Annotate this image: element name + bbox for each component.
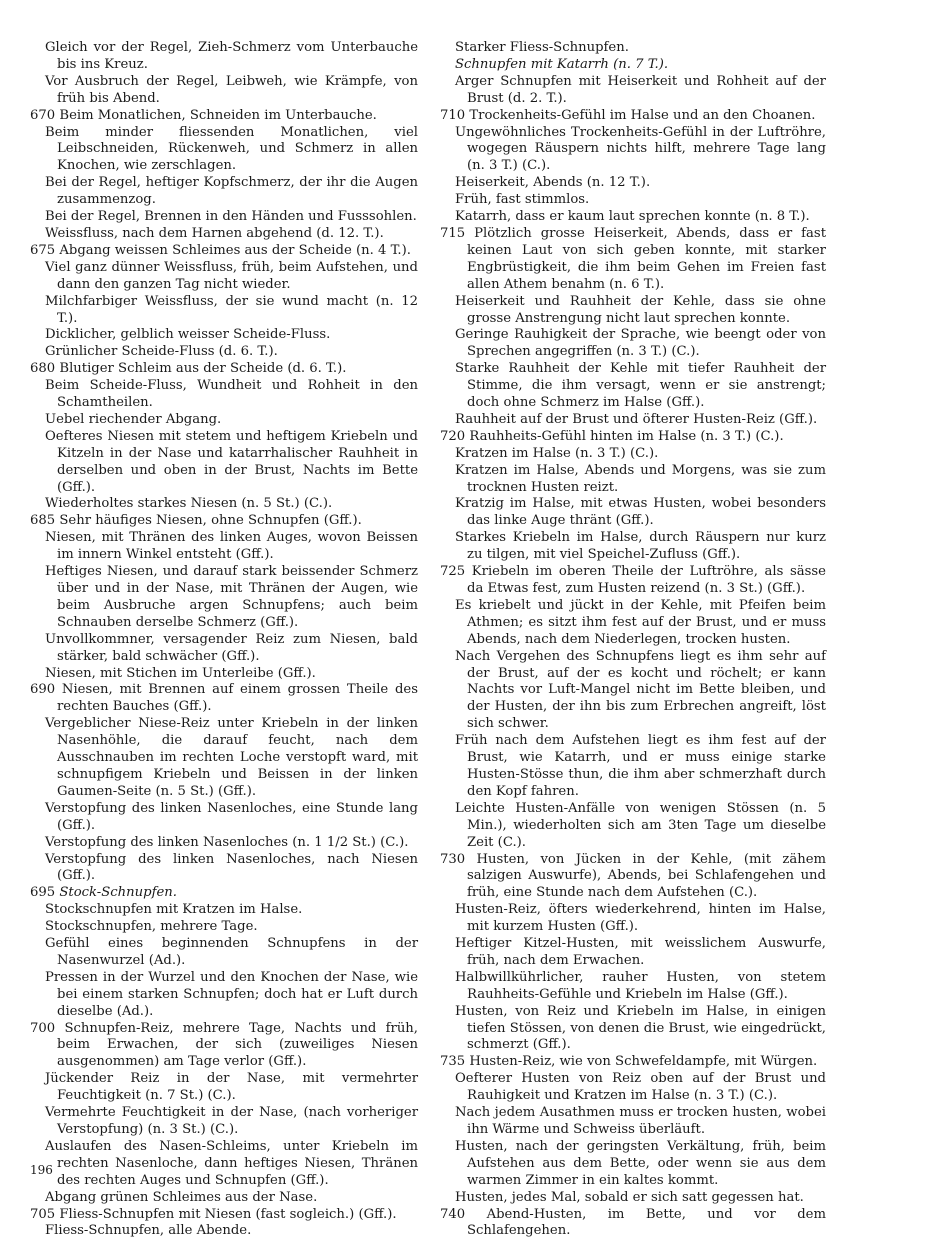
symptom-entry [30,294,418,328]
entry-number: 700 [30,1020,56,1036]
entry-text: Beim Scheide-Fluss, Wundheit und Rohheit in den Schamtheilen. [45,378,418,411]
symptom-entry [30,40,418,74]
entry-text: Gefühl eines beginnenden Schnupfens in der Nasenwurzel (Ad.). [45,936,418,968]
entry-text: Heftiges Niesen, und darauf stark beissender Schmerz über und in der Nase, mit Thränen der Augen, wie beim Ausbruche argen Schnupfens; auch beim Schnauben derselbe Schmerz (Gff.). [45,564,418,630]
entry-number: 670 [30,107,56,123]
symptom-entry [30,852,418,886]
symptom-entry [30,1139,418,1190]
symptom-entry [440,226,826,294]
symptom-entry [440,1207,826,1240]
symptom-entry [440,902,826,936]
entry-text: Fliess-Schnupfen mit Niesen (fast sogleich.) (Gff.). [59,1206,397,1222]
entry-text: Geringe Rauhigkeit der Sprache, wie beengt oder von Sprechen angegriffen (n. 3 T.) (C.). [455,327,826,360]
entry-number: 695 [30,885,56,901]
entry-text: Verstopfung des linken Nasenloches, nach Niesen (Gff.). [45,851,418,884]
symptom-entry [440,564,826,598]
entry-text: Blutiger Schleim aus der Scheide (d. 6. T.). [59,361,347,377]
symptom-entry [30,226,418,243]
entry-text: Rauhheits-Gefühl hinten im Halse (n. 3 T.) (C.). [469,428,784,444]
symptom-entry [30,1105,418,1139]
entry-text: Fliess-Schnupfen, alle Abende. [45,1223,252,1239]
symptom-entry [30,632,418,666]
entry-text: Stock-Schnupfen. [59,885,177,901]
symptom-entry [440,852,826,903]
entry-text: Nach Vergehen des Schnupfens liegt es ihm sehr auf der Brust, auf der es kocht und röchelt; er kann Nachts vor Luft-Mangel nicht im Bette bleiben, und der Husten, der ihn bis zum Erbrechen angreift, löst sich schwer. [455,648,826,732]
symptom-entry [440,801,826,852]
entry-text: Heiserkeit, Abends (n. 12 T.). [455,175,651,191]
symptom-entry [440,446,826,463]
symptom-entry [440,40,826,57]
entry-number: 740 [440,1206,466,1222]
symptom-entry [440,1004,826,1055]
entry-text: Husten-Reiz, öfters wiederkehrend, hinten im Halse, mit kurzem Husten (Gff.). [455,902,826,935]
symptom-entry [30,936,418,970]
symptom-entry [30,885,418,902]
entry-text: Bei der Regel, Brennen in den Händen und Fusssohlen. [45,209,417,225]
symptom-entry [440,361,826,412]
symptom-entry [30,327,418,344]
entry-text: Rauhheit auf der Brust und öfterer Husten-Reiz (Gff.). [455,411,818,427]
symptom-entry [30,209,418,226]
symptom-entry [440,530,826,564]
symptom-entry [30,125,418,176]
entry-number: 720 [440,428,466,444]
symptom-entry [30,902,418,919]
entry-number: 715 [440,225,466,241]
symptom-entry [440,970,826,1004]
entry-text: Leichte Husten-Anfälle von wenigen Stössen (n. 5 Min.), wiederholten sich am 3ten Tage um dieselbe Zeit (C.). [455,800,826,850]
entry-text: Stockschnupfen, mehrere Tage. [45,919,258,935]
symptom-entry [30,716,418,801]
symptom-entry [30,801,418,835]
entry-text: Es kriebelt und jückt in der Kehle, mit Pfeifen beim Athmen; es sitzt ihm fest auf der Brust, und er muss Abends, nach dem Niederlegen, trocken husten. [455,597,826,647]
symptom-entry [30,919,418,936]
symptom-entry [440,429,826,446]
entry-text: Abgang grünen Schleimes aus der Nase. [45,1189,318,1205]
entry-text: Abend-Husten, im Bette, und vor dem Schlafengehen. [467,1206,826,1239]
entry-text: Beim Monatlichen, Schneiden im Unterbauche. [59,107,377,123]
entry-text: Viel ganz dünner Weissfluss, früh, beim Aufstehen, und dann den ganzen Tag nicht wieder. [45,259,418,292]
entry-text: Niesen, mit Thränen des linken Auges, wovon Beissen im innern Winkel entsteht (Gff.). [45,530,418,563]
entry-number: 685 [30,513,56,529]
entry-text: Ungewöhnliches Trockenheits-Gefühl in der Luftröhre, wogegen Räuspern nichts hilft, mehrere Tage lang (n. 3 T.) (C.). [455,124,826,174]
entry-text: Oefterer Husten von Reiz oben auf der Brust und Rauhigkeit und Kratzen im Halse (n. 3 T.) (C.). [455,1071,826,1104]
entry-text: Nach jedem Ausathmen muss er trocken husten, wobei ihn Wärme und Schweiss überläuft. [455,1105,826,1137]
symptom-entry [30,530,418,564]
entry-text: Früh, fast stimmlos. [455,192,590,208]
symptom-entry [440,463,826,497]
symptom-entry [30,378,418,412]
symptom-entry [440,125,826,176]
entry-text: Husten, jedes Mal, sobald er sich satt gegessen hat. [455,1189,804,1205]
entry-text: Kriebeln im oberen Theile der Luftröhre, als sässe da Etwas fest, zum Husten reizend (n. 3 St.) (Gff.). [467,564,826,596]
entry-text: Niesen, mit Brennen auf einem grossen Theile des rechten Bauches (Gff.). [57,682,418,715]
entry-text: Vermehrte Feuchtigkeit in der Nase, (nach vorheriger Verstopfung) (n. 3 St.) (C.). [45,1105,418,1137]
entry-number: 690 [30,682,56,698]
symptom-entry [440,936,826,970]
entry-number: 730 [440,851,466,867]
entry-text: Husten, von Jücken in der Kehle, (mit zähem salzigen Auswurfe), Abends, bei Schlafengehen und früh, eine Stunde nach dem Aufstehen (C.). [467,851,827,901]
entry-text: Trockenheits-Gefühl im Halse und an den Choanen. [469,107,816,123]
symptom-entry [30,496,418,513]
entry-text: Arger Schnupfen mit Heiserkeit und Rohheit auf der Brust (d. 2. T.). [455,73,826,106]
symptom-entry [30,108,418,125]
entry-text: Milchfarbiger Weissfluss, der sie wund macht (n. 12 T.). [45,293,418,326]
page-number: 196 [30,1163,53,1177]
symptom-entry [440,108,826,125]
entry-text: Verstopfung des linken Nasenloches, eine Stunde lang (Gff.). [45,800,418,833]
entry-text: Sehr häufiges Niesen, ohne Schnupfen (Gff.). [59,513,362,529]
entry-text: Vergeblicher Niese-Reiz unter Kriebeln in der linken Nasenhöhle, die darauf feucht, nach dem Ausschnauben im rechten Loche verstopft ward, mit schnupfigem Kriebeln und Beissen in der linken Gaumen-Seite (n. 5 St.) (Gff.). [45,716,418,799]
symptom-entry [30,429,418,497]
symptom-entry [30,412,418,429]
symptom-entry [30,74,418,108]
entry-text: Kratzen im Halse (n. 3 T.) (C.). [455,445,659,461]
entry-text: Niesen, mit Stichen im Unterleibe (Gff.). [45,665,316,681]
symptom-entry [30,1223,418,1240]
symptom-entry [440,175,826,192]
entry-number: 710 [440,107,466,123]
entry-text: Auslaufen des Nasen-Schleims, unter Kriebeln im rechten Nasenloche, dann heftiges Niesen, Thränen des rechten Auges und Schnupfen (Gff.). [45,1138,418,1188]
entry-text: Schnupfen mit Katarrh (n. 7 T.). [455,56,669,72]
symptom-entry [440,412,826,429]
entry-text: Vor Ausbruch der Regel, Leibweh, wie Krämpfe, von früh bis Abend. [45,73,418,106]
symptom-entry [440,74,826,108]
symptom-entry [30,1071,418,1105]
entry-text: Stockschnupfen mit Kratzen im Halse. [45,902,303,918]
entry-text: Uebel riechender Abgang. [45,411,222,427]
symptom-entry [30,682,418,716]
symptom-entry [440,649,826,734]
right-column [440,40,826,1240]
entry-text: Bei der Regel, heftiger Kopfschmerz, der ihr die Augen zusammenzog. [45,175,418,208]
entry-number: 680 [30,361,56,377]
entry-text: Gleich vor der Regel, Zieh-Schmerz vom Unterbauche bis ins Kreuz. [45,40,418,72]
entry-text: Husten-Reiz, wie von Schwefeldampfe, mit Würgen. [469,1054,818,1070]
symptom-entry [30,260,418,294]
entry-text: Beim minder fliessenden Monatlichen, viel Leibschneiden, Rückenweh, und Schmerz in allen Knochen, wie zerschlagen. [45,124,418,174]
symptom-entry [440,496,826,530]
symptom-entry [30,835,418,852]
symptom-entry [440,209,826,226]
symptom-entry [30,666,418,683]
entry-text: Starke Rauhheit der Kehle mit tiefer Rauhheit der Stimme, die ihm versagt, wenn er sie anstrengt; doch ohne Schmerz im Halse (Gff.). [455,361,826,411]
symptom-entry [30,175,418,209]
symptom-entry [30,970,418,1021]
symptom-entry [440,1071,826,1105]
symptom-entry [30,564,418,632]
symptom-entry [440,1105,826,1139]
entry-text: Kratzen im Halse, Abends und Morgens, was sie zum trocknen Husten reizt. [455,462,826,495]
symptom-entry [440,1190,826,1207]
entry-text: Katarrh, dass er kaum laut sprechen konnte (n. 8 T.). [455,209,810,225]
entry-text: Pressen in der Wurzel und den Knochen der Nase, wie bei einem starken Schnupfen; doch hat er Luft durch dieselbe (Ad.). [45,969,418,1019]
entry-text: Kratzig im Halse, mit etwas Husten, wobei besonders das linke Auge thränt (Gff.). [455,496,826,529]
symptom-entry [30,1021,418,1072]
symptom-entry [440,598,826,649]
symptom-entry [30,513,418,530]
symptom-entry [30,1207,418,1224]
symptom-entry [440,192,826,209]
entry-text: Schnupfen-Reiz, mehrere Tage, Nachts und früh, beim Erwachen, der sich (zuweiliges Niesen ausgenommen) am Tage verlor (Gff.). [57,1020,418,1070]
symptom-entry [30,243,418,260]
entry-text: Husten, nach der geringsten Verkältung, früh, beim Aufstehen aus dem Bette, oder wenn sie aus dem warmen Zimmer in ein kaltes kommt. [455,1138,826,1188]
entry-text: Heiserkeit und Rauhheit der Kehle, dass sie ohne grosse Anstrengung nicht laut sprechen konnte. [455,293,826,326]
entry-text: Unvollkommner, versagender Reiz zum Niesen, bald stärker, bald schwächer (Gff.). [45,631,418,664]
symptom-entry [440,733,826,801]
symptom-entry [440,294,826,328]
entry-text: Plötzlich grosse Heiserkeit, Abends, dass er fast keinen Laut von sich geben konnte, mit starker Engbrüstigkeit, die ihm beim Gehen im Freien fast allen Athem benahm (n. 6 T.). [467,225,826,292]
symptom-entry [440,1139,826,1190]
entry-number: 725 [440,564,466,580]
entry-number: 735 [440,1054,466,1070]
symptom-entry [30,344,418,361]
symptom-entry [440,327,826,361]
symptom-entry [440,1054,826,1071]
entry-text: Heftiger Kitzel-Husten, mit weisslichem Auswurfe, früh, nach dem Erwachen. [455,936,826,968]
entry-text: Halbwillkührlicher, rauher Husten, von stetem Rauhheits-Gefühle und Kriebeln im Halse (Gff.). [455,969,826,1002]
entry-text: Jückender Reiz in der Nase, mit vermehrter Feuchtigkeit (n. 7 St.) (C.). [45,1071,418,1104]
entry-number: 705 [30,1206,56,1222]
symptom-entry [440,57,826,74]
entry-text: Oefteres Niesen mit stetem und heftigem Kriebeln und Kitzeln in der Nase und katarrhalischer Rauhheit in derselben und oben in der Brust, Nachts im Bette (Gff.). [45,428,418,495]
entry-text: Wiederholtes starkes Niesen (n. 5 St.) (C.). [45,496,333,512]
entry-number: 675 [30,242,56,258]
entry-text: Starker Fliess-Schnupfen. [455,40,629,55]
entry-text: Grünlicher Scheide-Fluss (d. 6. T.). [45,344,278,360]
entry-text: Dicklicher, gelblich weisser Scheide-Fluss. [45,327,331,343]
entry-text: Husten, von Reiz und Kriebeln im Halse, in einigen tiefen Stössen, von denen die Brust, wie eingedrückt, schmerzt (Gff.). [455,1003,826,1053]
entry-text: Abgang weissen Schleimes aus der Scheide (n. 4 T.). [59,242,411,258]
entry-text: Weissfluss, nach dem Harnen abgehend (d. 12. T.). [45,225,384,241]
entry-text: Früh nach dem Aufstehen liegt es ihm fest auf der Brust, wie Katarrh, und er muss einige starke Husten-Stösse thun, die ihm aber schmerzhaft durch den Kopf fahren. [455,733,826,799]
entry-text: Verstopfung des linken Nasenloches (n. 1 1/2 St.) (C.). [45,834,409,850]
symptom-entry [30,361,418,378]
entry-text: Starkes Kriebeln im Halse, durch Räuspern nur kurz zu tilgen, mit viel Speichel-Zufluss (Gff.). [455,530,826,563]
left-column [30,40,418,1240]
symptom-entry [30,1190,418,1207]
